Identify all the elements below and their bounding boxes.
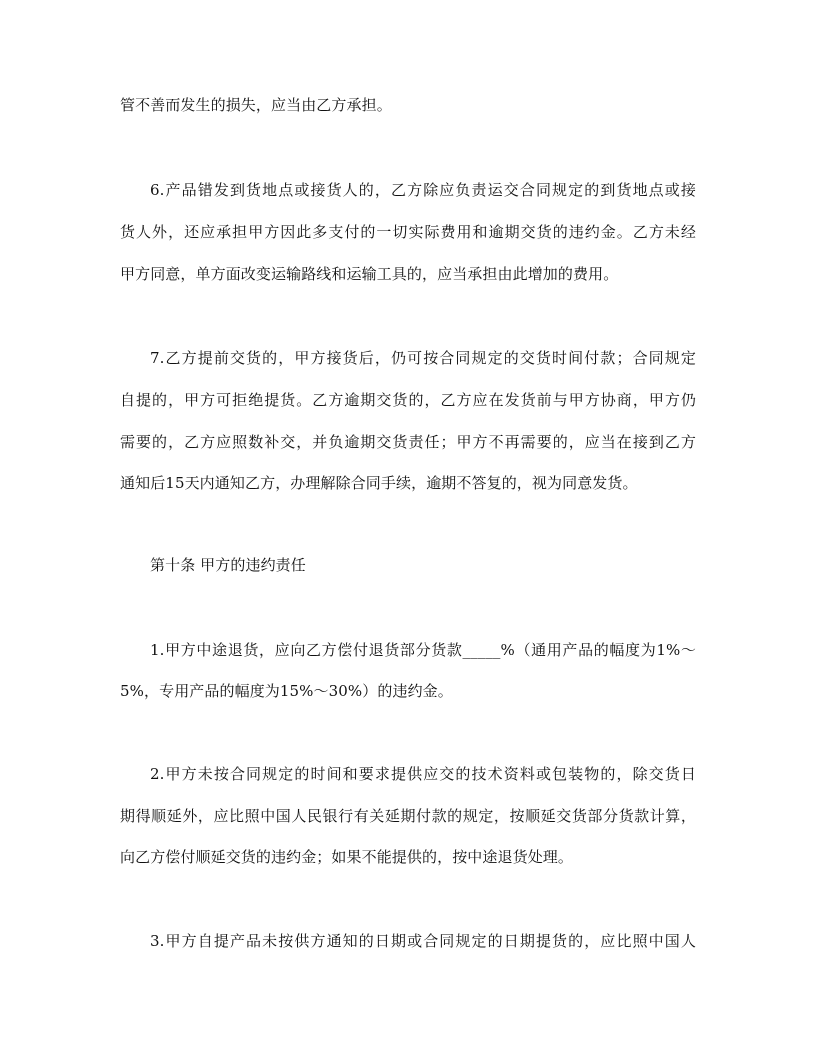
- text-line-12: 2.甲方未按合同规定的时间和要求提供应交的技术资料或包装物的，除交货日: [150, 765, 696, 783]
- text-line-8: 通知后15天内通知乙方，办理解除合同手续，逾期不答复的，视为同意发货。: [120, 474, 638, 492]
- text-line-6: 自提的，甲方可拒绝提货。乙方逾期交货的，乙方应在发货前与甲方协商，甲方仍: [120, 391, 696, 409]
- text-line-15: 3.甲方自提产品未按供方通知的日期或合同规定的日期提货的，应比照中国人: [150, 932, 696, 950]
- text-line-14: 向乙方偿付顺延交货的违约金；如果不能提供的，按中途退货处理。: [120, 848, 574, 866]
- text-line-2: 6.产品错发到货地点或接货人的，乙方除应负责运交合同规定的到货地点或接: [150, 181, 696, 199]
- text-line-10: 1.甲方中途退货，应向乙方偿付退货部分货款_____%（通用产品的幅度为1%～: [150, 641, 696, 659]
- text-line-11: 5%，专用产品的幅度为15%～30%）的违约金。: [120, 682, 453, 700]
- text-line-5: 7.乙方提前交货的，甲方接货后，仍可按合同规定的交货时间付款；合同规定: [150, 349, 696, 367]
- text-line-7: 需要的，乙方应照数补交，并负逾期交货责任；甲方不再需要的，应当在接到乙方: [120, 433, 696, 451]
- text-line-13: 期得顺延外，应比照中国人民银行有关延期付款的规定，按顺延交货部分货款计算，: [120, 807, 696, 825]
- text-line-4: 甲方同意，单方面改变运输路线和运输工具的，应当承担由此增加的费用。: [120, 265, 619, 283]
- section-heading: 第十条 甲方的违约责任: [150, 556, 306, 574]
- text-line-1: 管不善而发生的损失，应当由乙方承担。: [120, 96, 392, 114]
- text-line-3: 货人外，还应承担甲方因此多支付的一切实际费用和逾期交货的违约金。乙方未经: [120, 223, 696, 241]
